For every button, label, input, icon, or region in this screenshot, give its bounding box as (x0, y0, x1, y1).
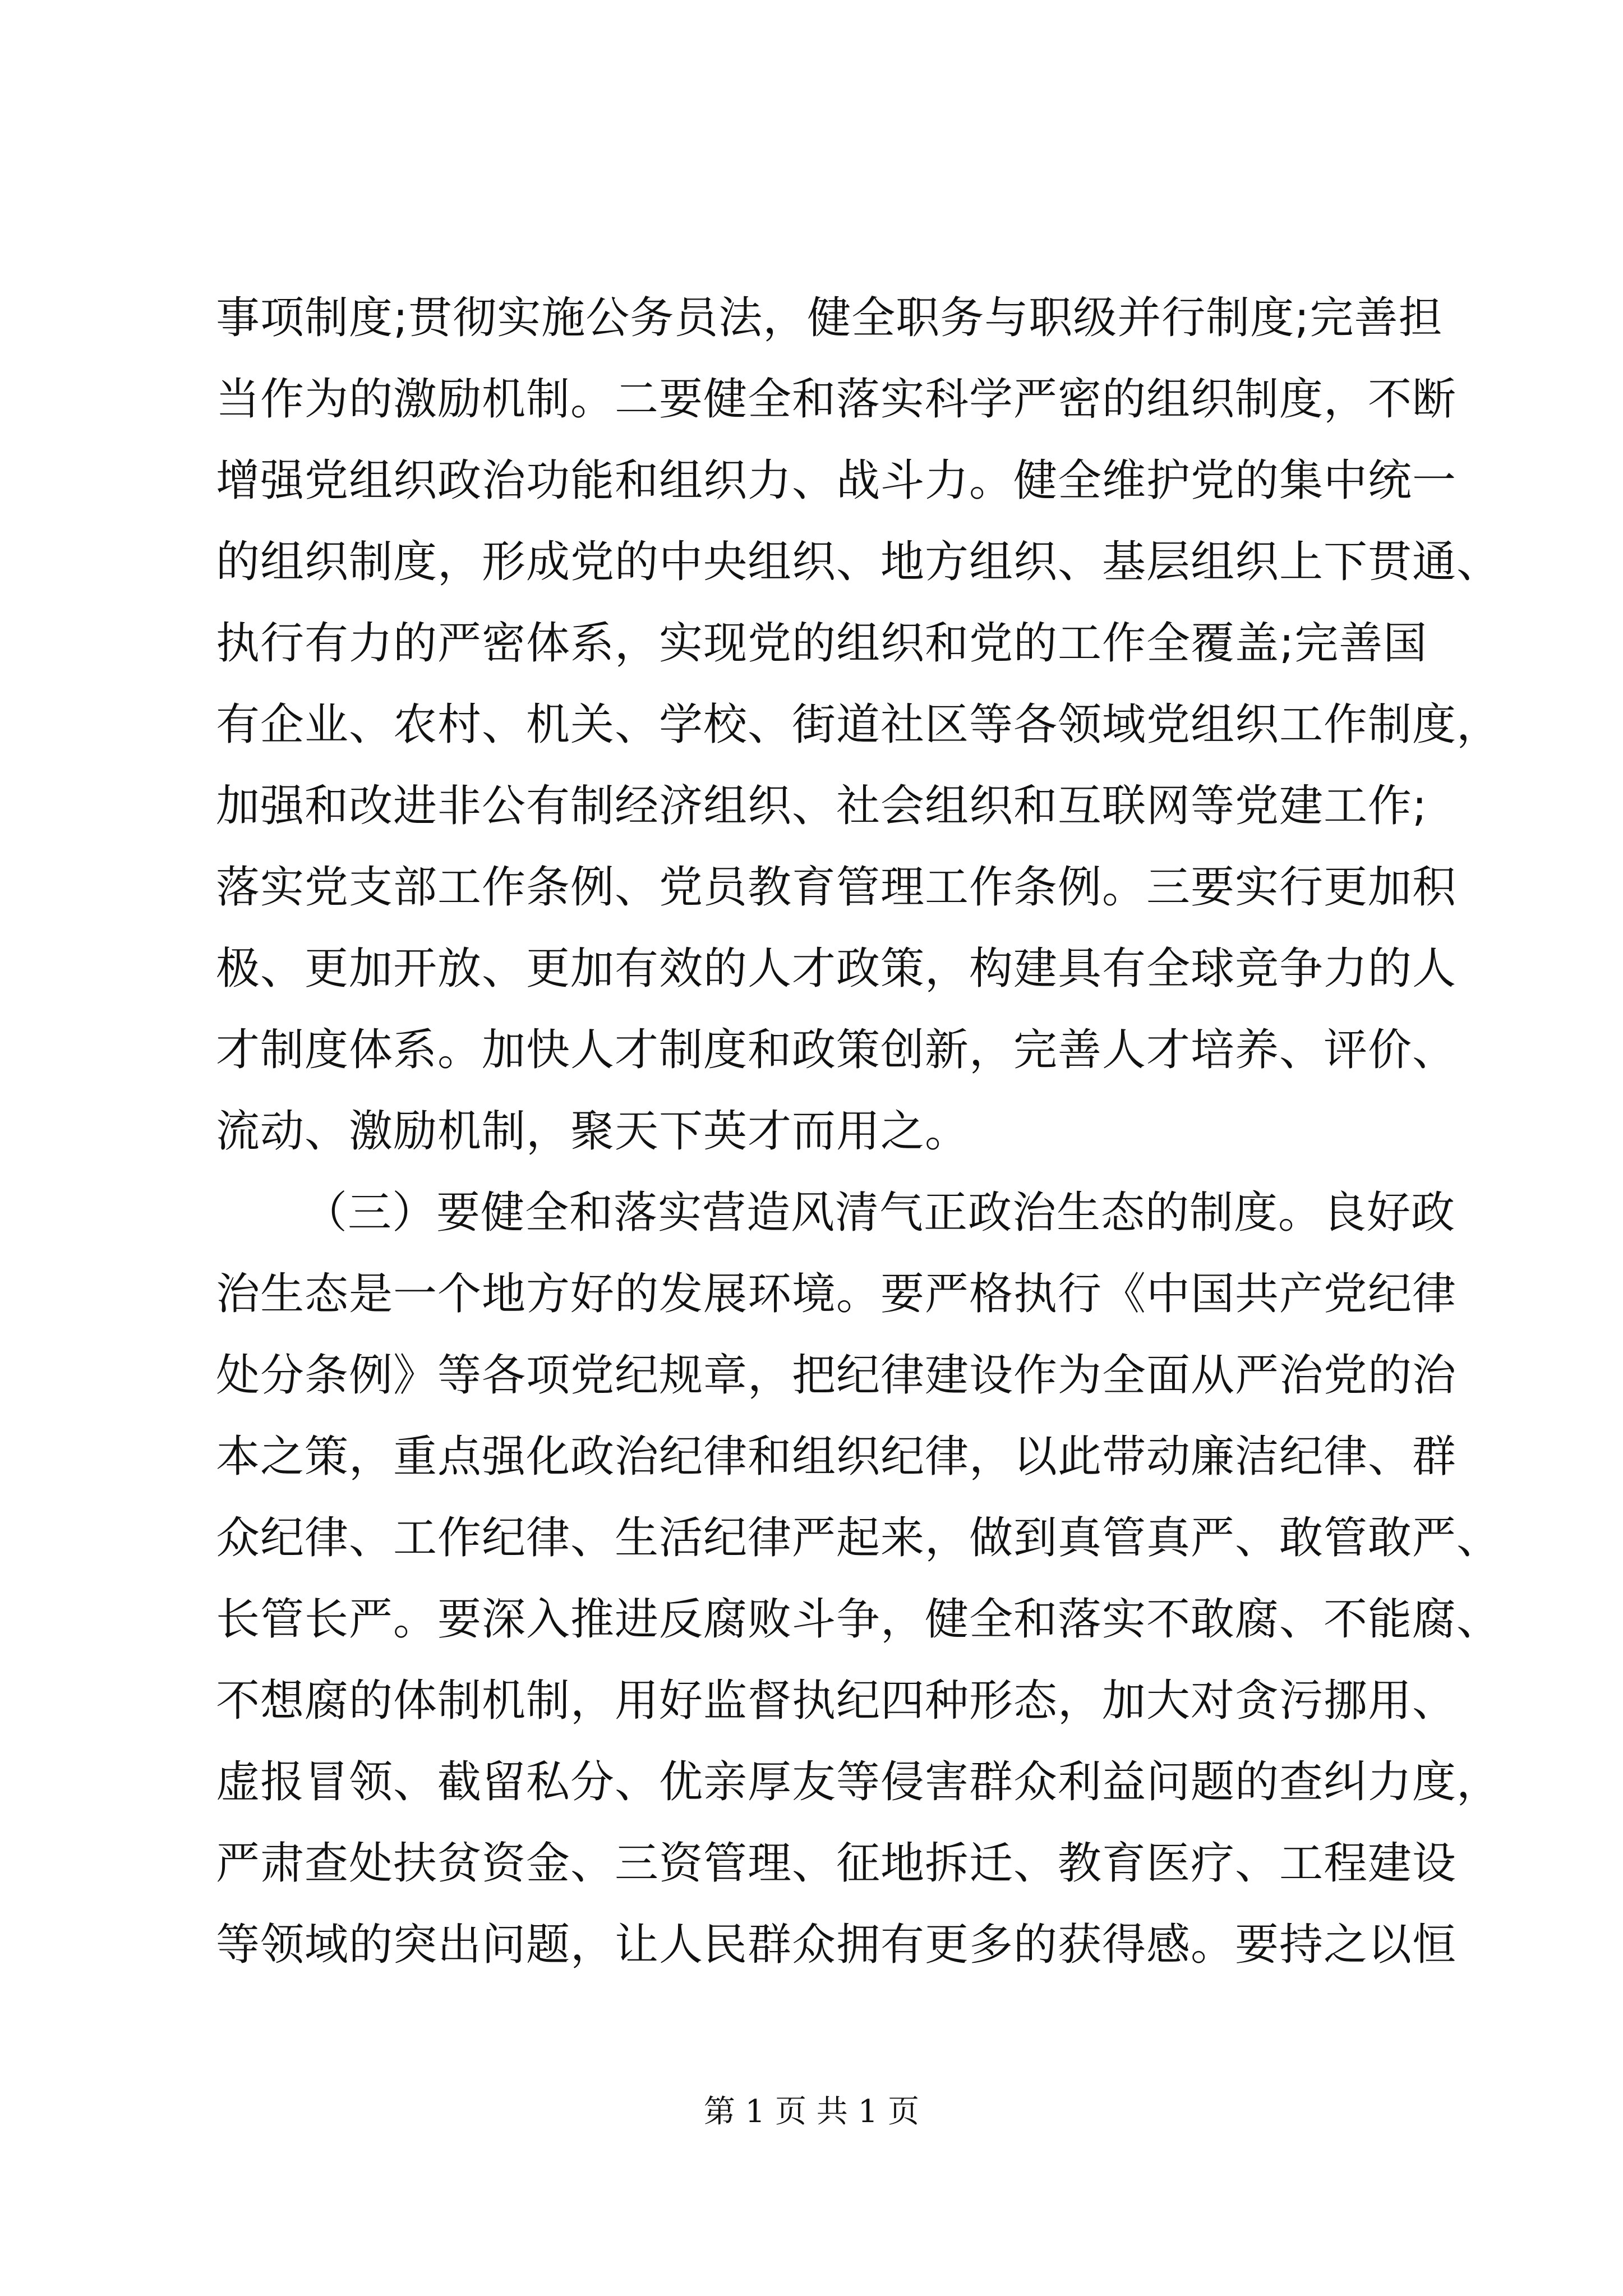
text-line: 严肃查处扶贫资金、三资管理、征地拆迁、教育医疗、工程建设 (216, 1838, 1457, 1889)
text-line: 流动、激励机制，聚天下英才而用之。 (216, 1106, 970, 1157)
text-line: 治生态是一个地方好的发展环境。要严格执行《中国共产党纪律 (216, 1269, 1457, 1319)
text-line: 极、更加开放、更加有效的人才政策，构建具有全球竞争力的人 (216, 944, 1457, 994)
body-text (216, 278, 1501, 1986)
text-line: 有企业、农村、机关、学校、街道社区等各领域党组织工作制度， (216, 700, 1501, 750)
text-line: 才制度体系。加快人才制度和政策创新，完善人才培养、评价、 (216, 1025, 1457, 1075)
text-line: 虚报冒领、截留私分、优亲厚友等侵害群众利益问题的查纠力度， (216, 1757, 1501, 1807)
text-line: 长管长严。要深入推进反腐败斗争，健全和落实不敢腐、不能腐、 (216, 1594, 1501, 1645)
text-line: 执行有力的严密体系，实现党的组织和党的工作全覆盖;完善国 (216, 618, 1428, 669)
text-line: 本之策，重点强化政治纪律和组织纪律，以此带动廉洁纪律、群 (216, 1432, 1457, 1482)
text-line: 增强党组织政治功能和组织力、战斗力。健全维护党的集中统一 (216, 455, 1457, 506)
text-line: 事项制度;贯彻实施公务员法，健全职务与职级并行制度;完善担 (216, 293, 1443, 343)
section-heading-line: （三）要健全和落实营造风清气正政治生态的制度。良好政 (303, 1188, 1456, 1238)
page-number-footer: 第 1 页 共 1 页 (703, 2093, 920, 2130)
text-line: 当作为的激励机制。二要健全和落实科学严密的组织制度，不断 (216, 374, 1457, 425)
text-line: 加强和改进非公有制经济组织、社会组织和互联网等党建工作; (216, 781, 1428, 831)
text-line: 落实党支部工作条例、党员教育管理工作条例。三要实行更加积 (216, 862, 1457, 913)
text-line: 等领域的突出问题，让人民群众拥有更多的获得感。要持之以恒 (216, 1920, 1457, 1970)
text-line: 的组织制度，形成党的中央组织、地方组织、基层组织上下贯通、 (216, 537, 1501, 587)
text-line: 处分条例》等各项党纪规章，把纪律建设作为全面从严治党的治 (216, 1350, 1457, 1401)
text-line: 众纪律、工作纪律、生活纪律严起来，做到真管真严、敢管敢严、 (216, 1513, 1501, 1563)
text-line: 不想腐的体制机制，用好监督执纪四种形态，加大对贪污挪用、 (216, 1676, 1457, 1726)
